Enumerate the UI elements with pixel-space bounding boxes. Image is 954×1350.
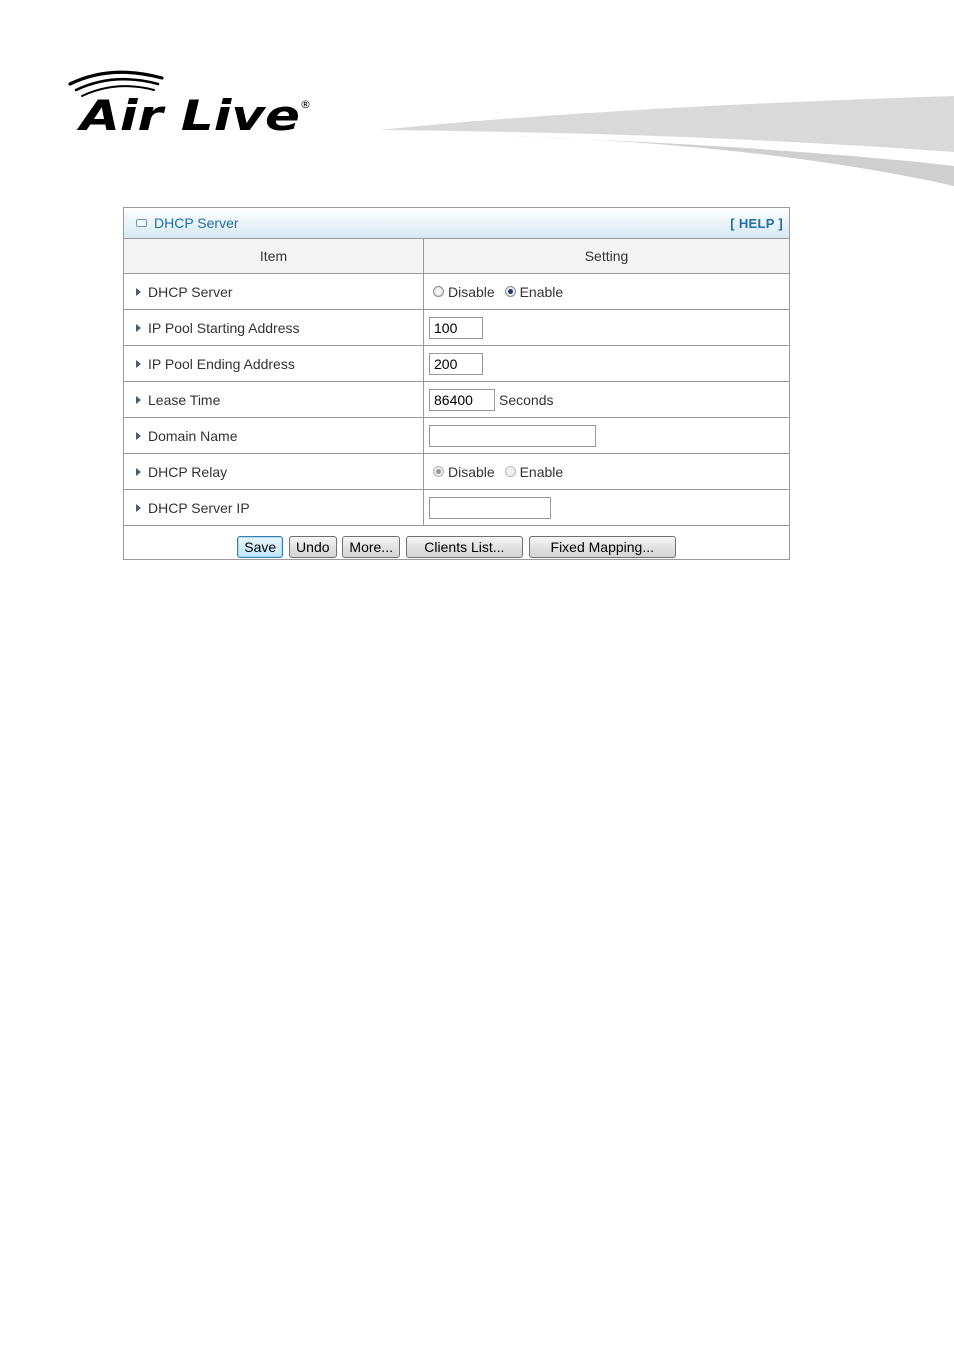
row-label: DHCP Server	[148, 283, 233, 300]
button-cell	[124, 526, 789, 569]
row-label: DHCP Server IP	[148, 499, 250, 516]
row-label-cell	[124, 490, 424, 526]
header-swoosh	[380, 92, 954, 192]
table-row-dhcp-server-ip	[124, 490, 789, 526]
bullet-arrow-icon	[136, 396, 141, 404]
bullet-arrow-icon	[136, 468, 141, 476]
bullet-arrow-icon	[136, 504, 141, 512]
row-setting-cell	[424, 274, 790, 310]
row-label: DHCP Relay	[148, 463, 228, 480]
row-label: IP Pool Starting Address	[148, 319, 300, 336]
table-row-lease-time	[124, 382, 789, 418]
bullet-arrow-icon	[136, 288, 141, 296]
dhcp-relay-enable-radio[interactable]	[505, 466, 516, 477]
column-header-item: Item	[124, 239, 424, 274]
row-label: Domain Name	[148, 427, 238, 444]
row-label-cell	[124, 418, 424, 454]
bullet-arrow-icon	[136, 360, 141, 368]
logo-text: Air Live	[76, 91, 300, 136]
settings-table	[124, 239, 789, 568]
row-setting-cell	[424, 382, 790, 418]
row-label-cell	[124, 274, 424, 310]
pool-start-input[interactable]: 100	[429, 317, 483, 339]
panel-title: DHCP Server	[154, 215, 239, 231]
panel-header	[124, 208, 789, 239]
row-label-cell	[124, 454, 424, 490]
airlive-logo	[66, 66, 316, 136]
dhcp-server-panel	[123, 207, 790, 560]
save-button[interactable]: Save	[237, 536, 283, 558]
panel-title-icon	[136, 219, 147, 227]
row-label-cell	[124, 382, 424, 418]
clients-list-button[interactable]: Clients List...	[406, 536, 523, 558]
dhcp-relay-disable-radio[interactable]	[433, 466, 444, 477]
radio-label: Enable	[519, 284, 564, 301]
column-header-setting: Setting	[424, 239, 790, 274]
row-setting-cell	[424, 346, 790, 382]
table-row-pool-end	[124, 346, 789, 382]
row-label: IP Pool Ending Address	[148, 355, 295, 372]
row-setting-cell	[424, 418, 790, 454]
row-setting-cell	[424, 490, 790, 526]
help-link[interactable]: [ HELP ]	[730, 215, 783, 231]
button-row	[124, 526, 789, 569]
dhcp-server-disable-radio[interactable]	[433, 286, 444, 297]
row-setting-cell	[424, 310, 790, 346]
radio-label: Enable	[519, 464, 564, 481]
row-label-cell	[124, 310, 424, 346]
radio-label: Disable	[448, 464, 495, 481]
logo-registered-mark: ®	[300, 98, 311, 111]
table-row-pool-start	[124, 310, 789, 346]
more-button[interactable]: More...	[342, 536, 400, 558]
row-setting-cell	[424, 454, 790, 490]
bullet-arrow-icon	[136, 324, 141, 332]
table-row-dhcp-server	[124, 274, 789, 310]
lease-time-unit: Seconds	[499, 391, 554, 408]
undo-button[interactable]: Undo	[289, 536, 336, 558]
table-row-domain-name	[124, 418, 789, 454]
dhcp-server-ip-input[interactable]	[429, 497, 551, 519]
fixed-mapping-button[interactable]: Fixed Mapping...	[529, 536, 676, 558]
pool-end-input[interactable]: 200	[429, 353, 483, 375]
bullet-arrow-icon	[136, 432, 141, 440]
table-header-row	[124, 239, 789, 274]
row-label-cell	[124, 346, 424, 382]
table-row-dhcp-relay	[124, 454, 789, 490]
radio-label: Disable	[448, 284, 495, 301]
lease-time-input[interactable]: 86400	[429, 389, 495, 411]
dhcp-server-enable-radio[interactable]	[505, 286, 516, 297]
domain-name-input[interactable]	[429, 425, 596, 447]
row-label: Lease Time	[148, 391, 221, 408]
